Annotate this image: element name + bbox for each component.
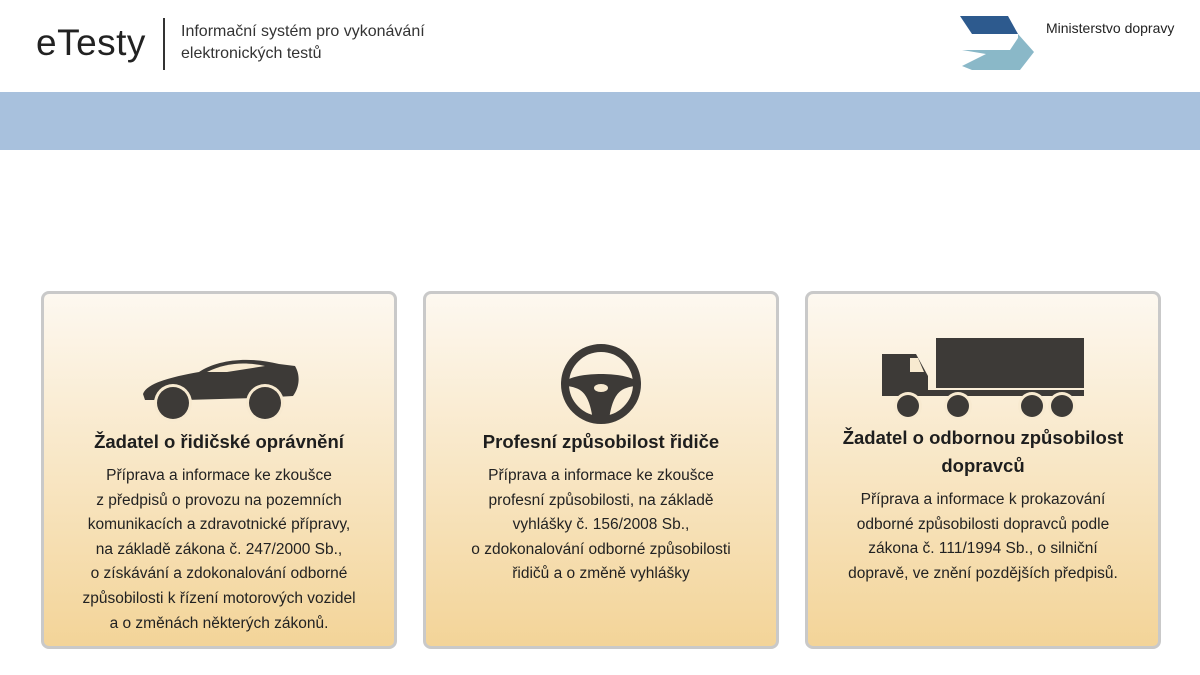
desc-line: o získávání a zdokonalování odborné bbox=[90, 565, 348, 583]
subtitle-line: Informační systém pro vykonávání bbox=[181, 23, 425, 40]
header-band bbox=[0, 92, 1200, 150]
desc-line: Příprava a informace ke zkoušce bbox=[106, 467, 332, 484]
desc-line: řidičů a o změně vyhlášky bbox=[512, 565, 690, 583]
car-icon bbox=[137, 354, 301, 424]
desc-line: a o změnách některých zákonů. bbox=[109, 614, 329, 632]
desc-line: Příprava a informace k prokazování bbox=[860, 491, 1106, 508]
header-subtitle bbox=[181, 21, 425, 65]
card-title[interactable]: Profesní způsobilost řidiče bbox=[482, 431, 720, 452]
desc-line: odborné způsobilosti dopravců podle bbox=[856, 515, 1110, 533]
title-line: dopravců bbox=[941, 455, 1025, 476]
desc-line: zákona č. 111/1994 Sb., o silniční bbox=[868, 540, 1098, 558]
desc-line: způsobilosti k řízení motorových vozidel bbox=[82, 589, 356, 607]
desc-line: profesní způsobilosti, na základě bbox=[488, 491, 714, 509]
desc-line: Příprava a informace ke zkoušce bbox=[488, 467, 714, 484]
desc-line: na základě zákona č. 247/2000 Sb., bbox=[95, 540, 343, 558]
truck-icon bbox=[880, 332, 1086, 420]
card-title[interactable]: Žadatel o řidičské oprávnění bbox=[94, 431, 344, 452]
subtitle-line: elektronických testů bbox=[181, 45, 322, 62]
card-description bbox=[813, 488, 1153, 586]
desc-line: dopravě, ve znění pozdějších předpisů. bbox=[848, 564, 1118, 582]
card-professional-competence[interactable] bbox=[423, 291, 779, 649]
desc-line: o zdokonalování odborné způsobilosti bbox=[471, 540, 731, 558]
desc-line: vyhlášky č. 156/2008 Sb., bbox=[512, 516, 690, 534]
desc-line: z předpisů o provozu na pozemních bbox=[96, 491, 342, 509]
card-carrier-competence[interactable] bbox=[805, 291, 1161, 649]
ministry-logo-icon[interactable] bbox=[960, 14, 1040, 72]
ministry-name: Ministerstvo dopravy bbox=[1046, 20, 1175, 36]
card-title[interactable] bbox=[813, 424, 1153, 480]
desc-line: komunikacích a zdravotnické přípravy, bbox=[87, 516, 351, 534]
brand-logo[interactable]: eTesty bbox=[36, 22, 146, 63]
card-description bbox=[49, 464, 389, 636]
steering-wheel-icon bbox=[561, 344, 641, 424]
card-description bbox=[431, 464, 771, 587]
header bbox=[0, 0, 1200, 92]
title-line: Žadatel o odbornou způsobilost bbox=[842, 427, 1124, 448]
header-divider bbox=[163, 18, 165, 70]
card-driver-license[interactable] bbox=[41, 291, 397, 649]
